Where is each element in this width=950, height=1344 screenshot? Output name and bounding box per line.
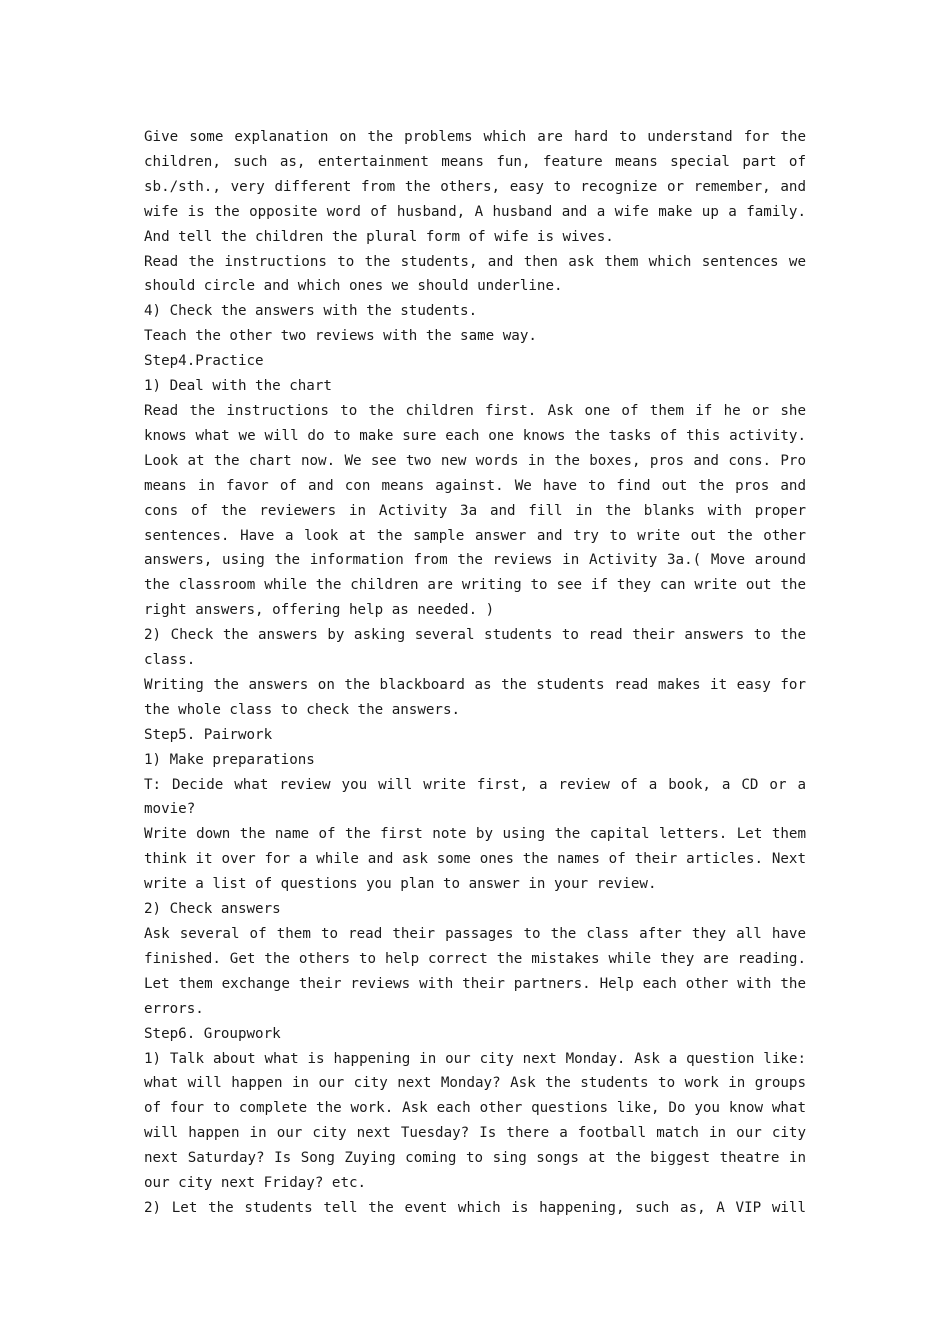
paragraph-check-answers: 4) Check the answers with the students.: [144, 303, 478, 320]
paragraph-read-passages: Ask several of them to read their passages to the class after they all have finished. Get the others to help correct the mistakes while they are reading. Let them exchange their reviews with their partners. Help each other with the errors.: [144, 926, 806, 1017]
document-page: [144, 125, 806, 1221]
step4-item-1: 1) Deal with the chart: [144, 378, 332, 395]
step5-heading: Step5. Pairwork: [144, 726, 273, 743]
step6-item-2: 2) Let the students tell the event which is happening, such as, A VIP will: [144, 1199, 806, 1216]
step6-heading: Step6. Groupwork: [144, 1025, 281, 1042]
paragraph-blackboard: Writing the answers on the blackboard as the students read makes it easy for the whole class to check the answers.: [144, 676, 806, 718]
step4-item-2: 2) Check the answers by asking several students to read their answers to the class.: [144, 627, 806, 669]
step4-heading: Step4.Practice: [144, 353, 264, 370]
paragraph-chart-instructions: Read the instructions to the children first. Ask one of them if he or she knows what we will do to make sure each one knows the tasks of this activity. Look at the chart now. We see two new words in the boxes, pros and cons. Pro means in favor of and con means against. We have to find out the pros and cons of the reviewers in Activity 3a and fill in the blanks with proper sentences. Have a look at the sample answer and try to write out the other answers, using the information from the reviews in Activity 3a.( Move around the classroom while the children are writing to see if they can write out the right answers, offering help as needed. ): [144, 402, 806, 619]
step5-item-2: 2) Check answers: [144, 901, 281, 918]
paragraph-write-name: Write down the name of the first note by using the capital letters. Let them think it over for a while and ask some ones the names of their articles. Next write a list of questions you plan to answer in your review.: [144, 826, 806, 893]
paragraph-teach-reviews: Teach the other two reviews with the same way.: [144, 328, 537, 345]
step5-item-1: 1) Make preparations: [144, 751, 315, 768]
paragraph-decide-review: T: Decide what review you will write first, a review of a book, a CD or a movie?: [144, 776, 806, 818]
paragraph-read-instructions: Read the instructions to the students, and then ask them which sentences we should circle and which ones we should underline.: [144, 253, 806, 295]
paragraph-explanation: Give some explanation on the problems which are hard to understand for the children, such as, entertainment means fun, feature means special part of sb./sth., very different from the others, easy to recognize or remember, and wife is the opposite word of husband, A husband and a wife make up a family. And tell the children the plural form of wife is wives.: [144, 129, 806, 245]
step6-item-1: 1) Talk about what is happening in our city next Monday. Ask a question like: what will happen in our city next Monday? Ask the students to work in groups of four to complete the work. Ask each other questions like, Do you know what will happen in our city next Tuesday? Is there a football match in our city next Saturday? Is Song Zuying coming to sing songs at the biggest theatre in our city next Friday? etc.: [144, 1050, 806, 1192]
